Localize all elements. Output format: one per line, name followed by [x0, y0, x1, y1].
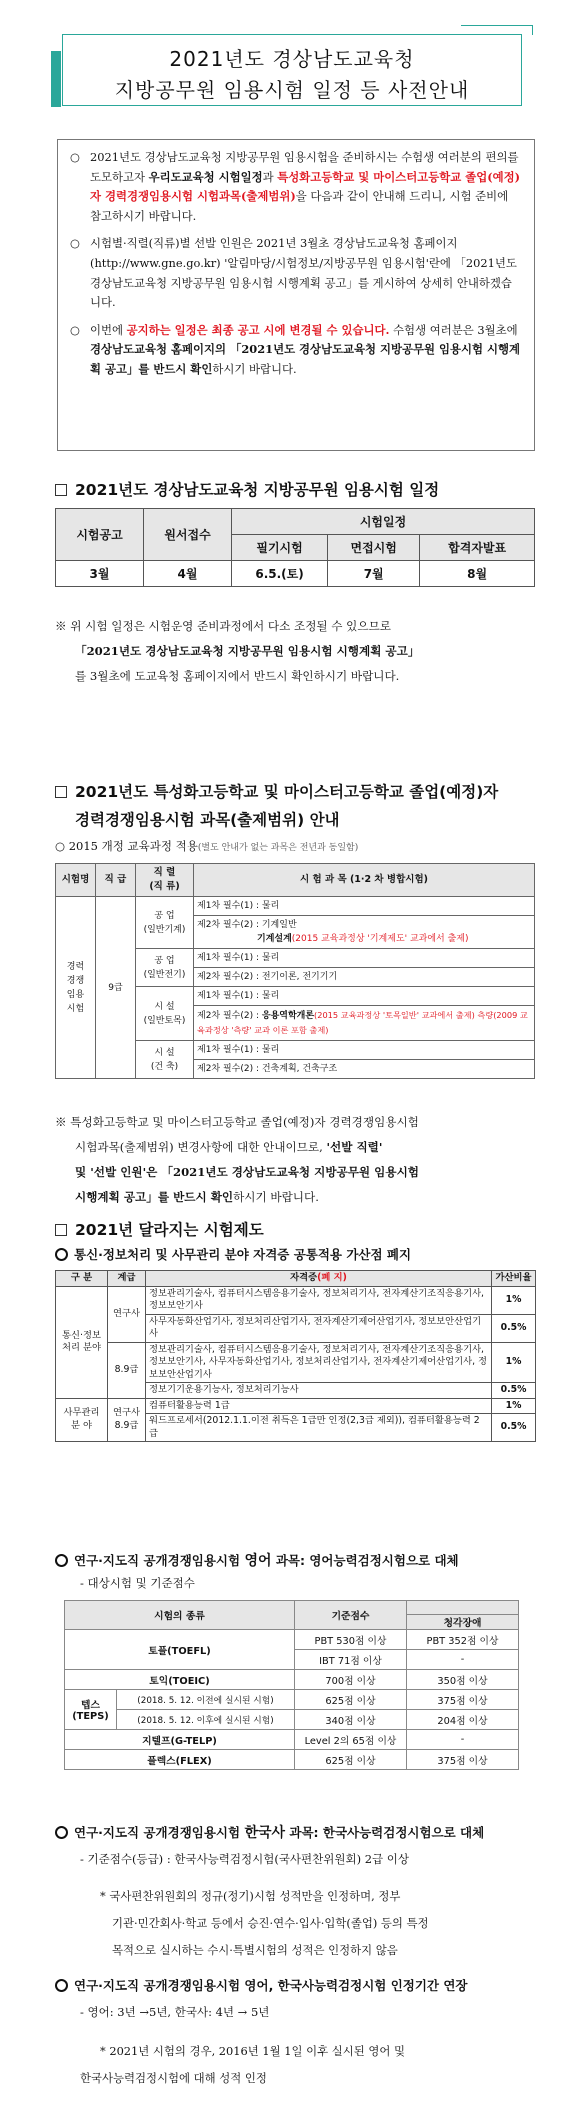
circle-bullet-icon: ○	[70, 322, 80, 337]
validity-subtitle: 연구·지도직 공개경쟁임용시험 영어, 한국사능력검정시험 인정기간 연장	[55, 1976, 468, 1994]
banner-title-line2: 지방공무원 임용시험 일정 등 사전안내	[114, 78, 470, 102]
subject-section-title: 2021년도 특성화고등학교 및 마이스터고등학교 졸업(예정)자	[55, 780, 498, 802]
subject-table: 시험명 직 급 직 렬 (직 류) 시 험 과 목 (1·2 차 병합시험) 경력 경쟁 임용 시험 9급 공 업 (일반기계) 제1차 필수(1) : 물리 제2차 필수(2) : 기계일반 기계설계(2015 교육과정상 '기계제도' 교과에서 출제) 공 업 (일반전기) 제1차 필수(1) : 물리 제2차 필수(2) : 전기이론, 전기기기 시 설 (일반토목) 제1차 필수(1) : 물리 제2차 필수(2) : 응용역학개론(2015 교육과정상 '토목일반' 교과에서 출제) 측량(2009 교육과정상 '측량' 교과 이론 포함 출제) 시 설 (건 축) 제1차 필수(1) : 물리 제2차 필수(2) : 건축계획, 건축구조	[55, 863, 535, 1079]
banner-title-line1: 2021년도 경상남도교육청	[169, 47, 415, 71]
subject-row-detail: 제2차 필수(2) : 응용역학개론(2015 교육과정상 '토목일반' 교과에서 출제) 측량(2009 교육과정상 '측량' 교과 이론 포함 출제)	[194, 1006, 535, 1041]
changes-section-title: 2021년 달라지는 시험제도	[55, 1218, 264, 1240]
korean-history-subtitle: 연구·지도직 공개경쟁임용시험 한국사 과목: 한국사능력검정시험으로 대체	[55, 1822, 484, 1842]
korean-history-note: * 국사편찬위원회의 정규(정기)시험 성적만을 인정하며, 정부 기관·민간회사·학교 등에서 승진·연수·입사·입학(졸업) 등의 특정 목적으로 실시하는 수시·특별시험의 성적은 인정하지 않음	[100, 1889, 429, 1957]
english-subtitle: 연구·지도직 공개경쟁임용시험 영어 과목: 영어능력검정시험으로 대체	[55, 1550, 459, 1570]
circle-bullet-icon: ○	[70, 236, 80, 251]
abolish-subtitle: 통신·정보처리 및 사무관리 분야 자격증 공통적용 가산점 폐지	[55, 1245, 411, 1263]
square-bullet-icon	[55, 786, 67, 798]
title-banner	[62, 34, 522, 106]
schedule-section-title: 2021년도 경상남도교육청 지방공무원 임용시험 일정	[55, 478, 439, 500]
subject-row-detail: 제2차 필수(2) : 기계일반 기계설계(2015 교육과정상 '기계제도' 교과에서 출제)	[194, 916, 535, 949]
certificate-table: 구 분 계급 자격증(폐 지) 가산비율 통신·정보 처리 분야 연구사 정보관리기술사, 컴퓨터시스템응용기술사, 정보처리기사, 전자계산기조직응용기사, 정보보안기사 1% 사무자동화산업기사, 정보처리산업기사, 전자계산기제어산업기사, 정보보안산업기사 0.5% 8.9급 정보관리기술사, 컴퓨터시스템응용기술사, 정보처리기사, 전자계산기조직응용기사, 정보보안기사, 사무자동화산업기사, 정보처리산업기사, 전자계산기제어산업기사, 정보보안산업기사 1% 정보기기운용기능사, 정보처리기능사 0.5% 사무관리 분 야 연구사 8.9급 컴퓨터활용능력 1급 1% 워드프로세서(2012.1.1.이전 취득은 1급만 인정(2,3급 제외)), 컴퓨터활용능력 2급 0.5%	[55, 1270, 536, 1442]
english-sub: - 대상시험 및 기준점수	[80, 1576, 195, 1590]
validity-note: * 2021년 시험의 경우, 2016년 1월 1일 이후 실시된 영어 및 한국사능력검정시험에 대해 성적 인정	[80, 2044, 406, 2085]
circle-bullet-icon	[55, 1979, 68, 1992]
subject-subtitle: ○ 2015 개정 교육과정 적용(별도 안내가 없는 과목은 전년과 동일함)	[55, 839, 359, 853]
circle-bullet-icon: ○	[70, 150, 80, 164]
korean-history-line: - 기준점수(등급) : 한국사능력검정시험(국사편찬위원회) 2급 이상	[80, 1852, 410, 1866]
notice-paragraph-3: ○ 이번에 공지하는 일정은 최종 공고 시에 변경될 수 있습니다. 수험생 여러분은 3월초에 경상남도교육청 홈페이지의 「2021년도 경상남도교육청 지방공무원 임용시험 시행계획 공고」를 반드시 확인하시기 바랍니다.	[70, 322, 520, 376]
validity-line: - 영어: 3년 →5년, 한국사: 4년 → 5년	[80, 2005, 270, 2019]
notice-box	[57, 139, 535, 451]
subject-note: ※ 특성화고등학교 및 마이스터고등학교 졸업(예정)자 경력경쟁임용시험 시험과목(출제범위) 변경사항에 대한 안내이므로, '선발 직렬' 및 '선발 인원'은 「2021년도 경상남도교육청 지방공무원 임용시험 시행계획 공고」를 반드시 확인하시기 바랍니다.	[55, 1115, 419, 1204]
circle-bullet-icon	[55, 1826, 68, 1839]
circle-bullet-icon	[55, 1248, 68, 1261]
banner-accent-bar	[51, 51, 61, 107]
notice-paragraph-2: ○ 시험별·직렬(직류)별 선발 인원은 2021년 3월초 경상남도교육청 홈페이지(http://www.gne.go.kr) '알림마당/시험정보/지방공무원 임용시험'란에 「2021년도 경상남도교육청 지방공무원 임용시험 시행계획 공고」를 게시하여 상세히 안내하겠습니다.	[70, 236, 517, 310]
schedule-table: 시험공고 원서접수 시험일정 필기시험 면접시험 합격자발표 3월 4월 6.5.(토) 7월 8월	[55, 508, 535, 587]
circle-bullet-icon	[55, 1554, 68, 1567]
subject-section-title-2: 경력경쟁임용시험 과목(출제범위) 안내	[75, 811, 340, 829]
square-bullet-icon	[55, 484, 67, 496]
english-score-table: 시험의 종류 기준점수 청각장애 토플(TOEFL) PBT 530점 이상 PBT 352점 이상 IBT 71점 이상 - 토익(TOEIC) 700점 이상 350점 이상 텝스 (TEPS) (2018. 5. 12. 이전에 실시된 시험) 625점 이상 375점 이상 (2018. 5. 12. 이후에 실시된 시험) 340점 이상 204점 이상 지텔프(G-TELP) Level 2의 65점 이상 - 플렉스(FLEX) 625점 이상 375점 이상	[64, 1600, 519, 1770]
square-bullet-icon	[55, 1224, 67, 1236]
schedule-note: ※ 위 시험 일정은 시험운영 준비과정에서 다소 조정될 수 있으므로 「2021년도 경상남도교육청 지방공무원 임용시험 시행계획 공고」 를 3월초에 도교육청 홈페이지에서 반드시 확인하시기 바랍니다.	[55, 619, 420, 683]
banner-accent-line	[461, 25, 533, 35]
notice-paragraph-1: ○ 2021년도 경상남도교육청 지방공무원 임용시험을 준비하시는 수험생 여러분의 편의를 도모하고자 우리도교육청 시험일정과 특성화고등학교 및 마이스터고등학교 졸업(예정)자 경력경쟁임용시험 시험과목(출제범위)을 다음과 같이 안내해 드리니, 시험 준비에 참고하시기 바랍니다.	[70, 150, 521, 223]
